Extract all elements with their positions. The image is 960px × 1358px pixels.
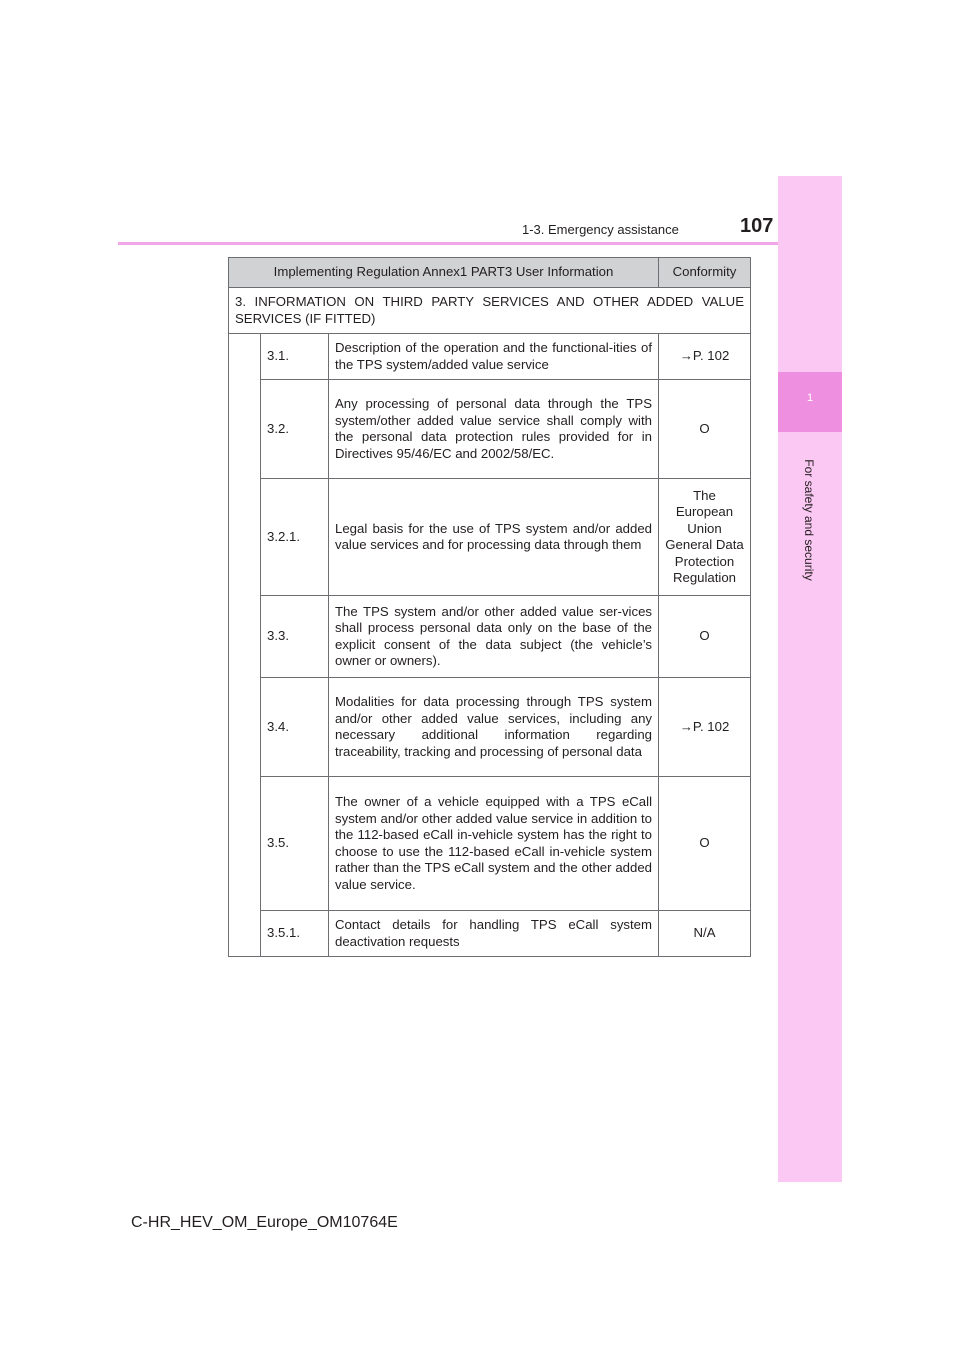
column-header-conformity: Conformity (659, 258, 751, 288)
table-row (229, 911, 751, 957)
item-description: The owner of a vehicle equipped with a TPS eCall system and/or other added value service in addition to the 112-based eCall in-vehicle system has the right to choose to use the 112-based eCall in-vehicle system rather than the TPS eCall system and the other added value service. (329, 777, 659, 911)
item-description: Contact details for handling TPS eCall system deactivation requests (329, 911, 659, 957)
item-description: The TPS system and/or other added value ser-vices shall process personal data only on the base of the explicit consent of the data subject (the vehicle’s owner or owners). (329, 596, 659, 678)
chapter-side-tab (778, 176, 842, 1182)
column-header-user-information: Implementing Regulation Annex1 PART3 User Information (229, 258, 659, 288)
item-conformity: O (659, 777, 751, 911)
item-number: 3.5.1. (261, 911, 329, 957)
document-id: C-HR_HEV_OM_Europe_OM10764E (131, 1214, 398, 1231)
item-number: 3.4. (261, 678, 329, 777)
item-description: Legal basis for the use of TPS system and/or added value services and for processing data through them (329, 479, 659, 596)
table-row (229, 777, 751, 911)
indent-cell (229, 334, 261, 957)
chapter-number: 1 (806, 392, 814, 404)
section-heading: 3. INFORMATION ON THIRD PARTY SERVICES AND OTHER ADDED VALUE SERVICES (IF FITTED) (229, 288, 751, 334)
table-row (229, 479, 751, 596)
item-number: 3.3. (261, 596, 329, 678)
item-conformity: O (659, 380, 751, 479)
item-conformity: →P. 102 (659, 678, 751, 777)
table-row (229, 334, 751, 380)
item-conformity: O (659, 596, 751, 678)
table-header-row (229, 258, 751, 288)
section-title: 1-3. Emergency assistance (522, 222, 679, 237)
table-row (229, 678, 751, 777)
item-number: 3.5. (261, 777, 329, 911)
item-number: 3.1. (261, 334, 329, 380)
header-rule (118, 242, 840, 245)
item-description: Any processing of personal data through the TPS system/other added value service shall comply with the personal data protection rules provided for in Directives 95/46/EC and 2002/58/EC. (329, 380, 659, 479)
user-information-table (228, 257, 751, 957)
table-row (229, 380, 751, 479)
item-number: 3.2.1. (261, 479, 329, 596)
item-conformity: N/A (659, 911, 751, 957)
item-conformity: The European Union General Data Protection Regulation (659, 479, 751, 596)
table-row (229, 596, 751, 678)
section-heading-row (229, 288, 751, 334)
page-number: 107 (740, 215, 774, 237)
chapter-title: For safety and security (802, 459, 816, 581)
item-number: 3.2. (261, 380, 329, 479)
item-description: Modalities for data processing through TPS system and/or other added value services, including any necessary additional information regarding traceability, tracking and processing of personal data (329, 678, 659, 777)
item-conformity: →P. 102 (659, 334, 751, 380)
item-description: Description of the operation and the functional-ities of the TPS system/added value service (329, 334, 659, 380)
